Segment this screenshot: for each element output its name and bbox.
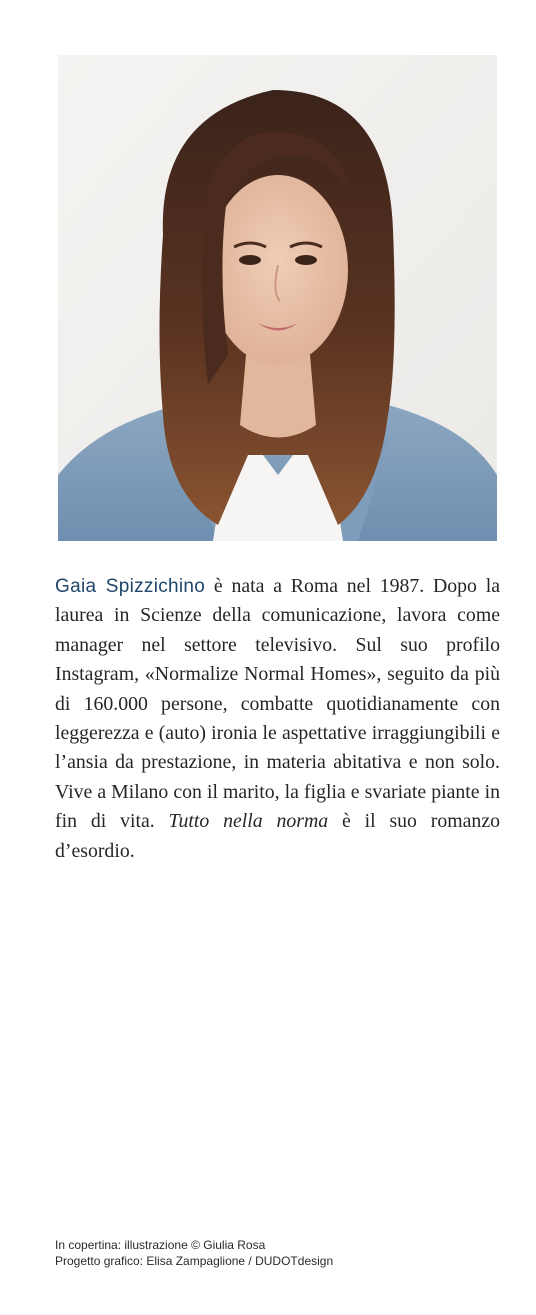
- bio-text-part1: è nata a Roma nel 1987. Dopo la laurea in Scienze della comunicazione, lavora come manager nel settore televisivo. Sul suo profilo Instagram, «Normalize Normal Homes», seguito da più di 160.000 persone, combatte quotidianamente con leggerezza e (auto) ironia le aspettative irraggiungibili e l’ansia da prestazione, in materia abitativa e non solo. Vive a Milano con il marito, la figlia e svariate piante in fin di vita.: [55, 575, 500, 833]
- author-photo: [58, 55, 497, 541]
- cover-credit: In copertina: illustrazione © Giulia Rosa: [55, 1238, 266, 1252]
- author-bio: [55, 572, 500, 866]
- author-name: Gaia Spizzichino: [55, 576, 206, 597]
- design-credit: Progetto grafico: Elisa Zampaglione / DUDOTdesign: [55, 1254, 334, 1268]
- credits: [55, 1237, 333, 1269]
- bio-text-part2: è il suo romanzo d’esordio.: [55, 810, 500, 862]
- author-portrait-illustration: [58, 55, 497, 541]
- book-title: Tutto nella norma: [168, 810, 329, 833]
